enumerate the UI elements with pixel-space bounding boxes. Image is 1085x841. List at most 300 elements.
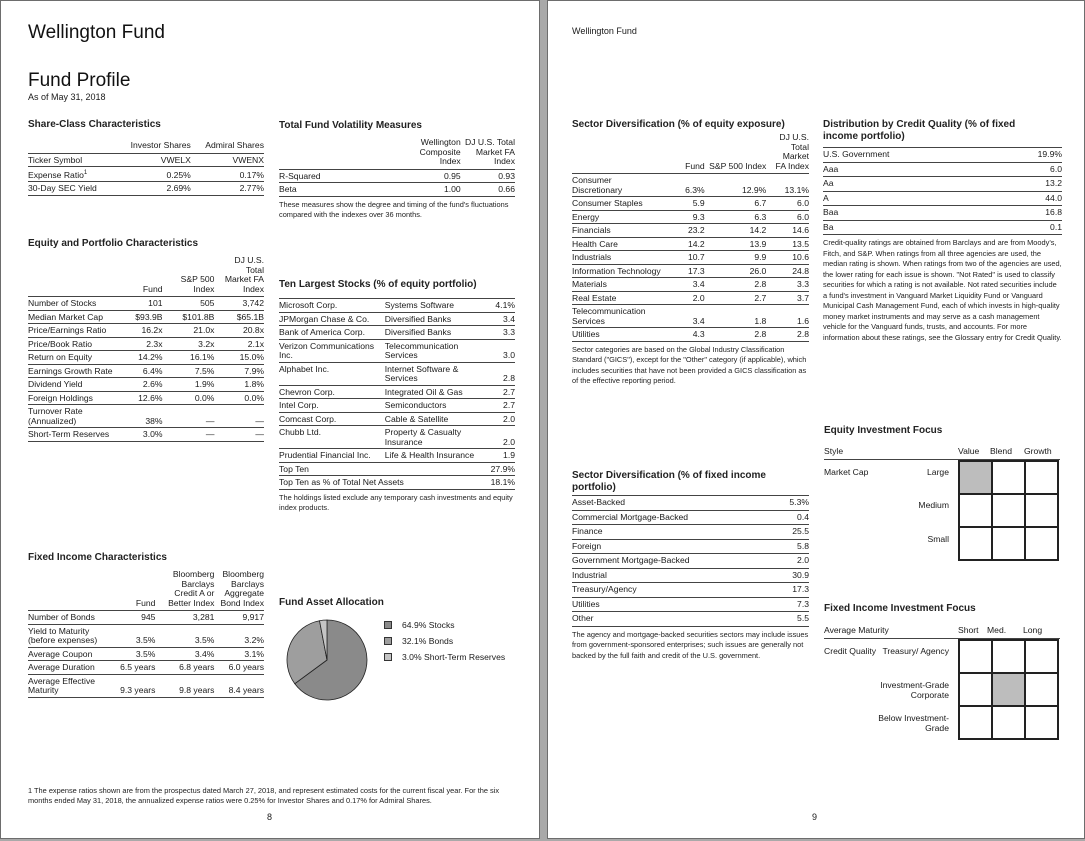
header-row: [28, 256, 264, 297]
col-label: Growth: [1024, 446, 1052, 456]
row-label: Baa: [823, 207, 839, 217]
row-label: [28, 167, 118, 182]
holding-row: [279, 339, 515, 362]
row-label-text: Materials: [572, 279, 607, 289]
cell-value: $93.9B: [135, 311, 163, 322]
cell-value: 2.69%: [166, 183, 191, 194]
style-box-cell: [959, 640, 992, 673]
row-label-text: Median Market Cap: [28, 311, 103, 322]
row-value: 17.3: [792, 584, 809, 594]
column-header: [28, 256, 122, 297]
row-label: [28, 674, 113, 697]
cell-value: $65.1B: [236, 311, 264, 322]
page-number: 8: [267, 812, 273, 822]
holding-industry: Life & Health Insurance: [384, 450, 475, 460]
cell-value: 14.2: [749, 225, 767, 235]
row-label-text: Beta: [279, 184, 297, 194]
column-header: Bloomberg Barclays Aggregate Bond Index: [220, 569, 264, 608]
holding-name: Microsoft Corp.: [279, 300, 338, 310]
table-row: [572, 291, 809, 305]
row-value: 5.5: [797, 613, 809, 623]
row-label-text: Average Effective Maturity: [28, 675, 96, 695]
cell-value: 0.0%: [244, 392, 264, 403]
row-label-text: Financials: [572, 225, 611, 235]
holding-name: Chevron Corp.: [279, 386, 335, 397]
sector-equity-section: [572, 119, 809, 387]
cell-value: 3.2%: [244, 635, 264, 645]
sector-fixed-note: The agency and mortgage-backed securities sectors may include issues from government-sponsored enterprises; such issues are generally not backed by the full faith and credit of the U.S. government.: [572, 629, 809, 660]
row-label: [572, 224, 667, 238]
maturity-axis-label: Average Maturity: [824, 625, 889, 635]
row-label-text: Foreign Holdings: [28, 392, 93, 403]
style-box-cell: [959, 494, 992, 527]
column-header: Bloomberg Barclays Credit A or Better Index: [168, 569, 215, 608]
row-label: [28, 182, 118, 196]
table-body: [823, 148, 1062, 235]
row-label: Medium: [918, 500, 949, 510]
holding-row: [279, 399, 515, 413]
cell-value: 6.7: [754, 198, 767, 208]
cell-value: 14.6: [792, 225, 809, 235]
fixed-focus-title: Fixed Income Investment Focus: [824, 603, 976, 614]
row-value: 25.5: [792, 526, 809, 536]
row-label: [279, 183, 402, 197]
table-row: [28, 364, 264, 378]
credit-quality-note: Credit-quality ratings are obtained from Barclays and are from Moody's, Fitch, and S&P. When ratings from all three agencies are used, the median rating is shown. When ratings from two of the agencies are used, the lower rating for each issue is shown. "Not Rated" is used to classify securities for which a rating is not available. Not rated securities include a fund's investment in Vanguard Market Liquidity Fund or Vanguard Municipal Cash Management Fund, each of which invests in high-quality money market instruments and may serve as a cash management vehicle for the Vanguard funds, trusts, and accounts. For more information about these ratings, see the Glossary entry for Credit Quality.: [823, 238, 1062, 342]
row-label: U.S. Government: [823, 149, 890, 159]
table-row: [572, 210, 809, 224]
total-label: Top Ten: [279, 463, 309, 474]
fixed-income-style-box: [958, 639, 1059, 740]
row-label: Below Investment-Grade: [878, 713, 949, 733]
row-label: [572, 210, 667, 224]
table-row: [823, 191, 1062, 206]
row-label: [572, 291, 667, 305]
table-row: [572, 496, 809, 511]
legend-swatch: [384, 621, 392, 629]
col-label: Med.: [987, 625, 1007, 635]
cell-value: 0.66: [498, 184, 515, 194]
share-class-section: [28, 119, 264, 196]
cell-value: 10.6: [792, 252, 809, 262]
cell-value: 0.25%: [166, 169, 191, 180]
holding-industry: Telecommunication Services: [384, 340, 459, 360]
cell-value: 1.00: [443, 184, 461, 194]
cell-value: 38%: [145, 415, 163, 426]
cell-value: 0.93: [498, 170, 515, 181]
table-row: [28, 182, 264, 196]
row-label: [572, 305, 667, 328]
cell-value: 1.8: [754, 315, 767, 326]
table-row: [28, 611, 264, 625]
row-label: [28, 297, 122, 311]
table-row: [572, 237, 809, 251]
row-label: [28, 324, 122, 338]
holding-row: [279, 426, 515, 449]
cell-value: 4.3: [692, 329, 705, 339]
row-label: [28, 378, 122, 392]
holding-industry: Cable & Satellite: [384, 413, 449, 424]
table-row: [279, 183, 515, 197]
holding-row: [279, 449, 515, 463]
row-label: [572, 278, 667, 292]
table-row: [28, 153, 264, 167]
cell-value: 6.3: [754, 211, 767, 222]
ten-largest-note: The holdings listed exclude any temporary cash investments and equity index products.: [279, 492, 513, 512]
cell-value: 0.17%: [239, 169, 264, 180]
style-box-cell: [959, 527, 992, 560]
fixed-focus-header: [824, 624, 1060, 639]
header-row: [28, 570, 264, 611]
row-label-text: Utilities: [572, 329, 600, 339]
cell-value: 20.8x: [242, 325, 264, 335]
cell-value: —: [205, 429, 215, 439]
table-row: [572, 612, 809, 627]
table-body: [28, 297, 264, 442]
row-label-text: Consumer Discretionary: [572, 175, 623, 195]
holding-pct: 3.0: [503, 350, 515, 360]
row-label-text: Dividend Yield: [28, 379, 83, 389]
style-box-cell: [1025, 706, 1058, 739]
col-label: Long: [1023, 625, 1043, 635]
row-label: [572, 174, 667, 197]
table-header: [572, 133, 809, 174]
row-value: 16.8: [1045, 207, 1062, 217]
cell-value: 2.0: [692, 292, 705, 303]
expense-ratio-footnote: 1 The expense ratios shown are from the prospectus dated March 27, 2018, and represent estimated costs for the current fiscal year. For the six months ended May 31, 2018, the annualized expense ratios were 0.25% for Investor Shares and 0.17% for Admiral Shares.: [28, 786, 500, 805]
table-header: [28, 256, 264, 297]
cell-value: —: [205, 415, 215, 426]
table-row: [572, 583, 809, 598]
cell-value: 12.6%: [138, 392, 163, 403]
footnote-marker: 1: [83, 170, 88, 176]
cell-value: VWENX: [232, 154, 264, 165]
total-value: 27.9%: [490, 463, 515, 474]
asset-allocation-pie: [285, 618, 369, 702]
cell-value: 13.1%: [784, 184, 809, 195]
asset-allocation-legend: [384, 617, 505, 665]
row-value: 5.8: [797, 540, 809, 551]
sector-fixed-table: [572, 495, 809, 627]
cell-value: 2.77%: [239, 183, 264, 194]
cell-value: 3.5%: [135, 648, 156, 659]
equity-focus-header: [824, 445, 1060, 460]
header-row: [572, 133, 809, 174]
row-label-text: Energy: [572, 211, 600, 222]
row-label-text: Health Care: [572, 238, 618, 249]
style-box-cell: [992, 494, 1025, 527]
style-box-cell: [992, 527, 1025, 560]
cell-value: 2.8: [754, 279, 767, 289]
page-title: Fund Profile: [28, 70, 131, 91]
row-label: Commercial Mortgage-Backed: [572, 511, 689, 522]
row-value: 13.2: [1045, 178, 1062, 188]
row-label-text: Number of Stocks: [28, 298, 97, 308]
row-value: 5.3%: [789, 497, 809, 507]
table-row: [572, 554, 809, 569]
cell-value: 3.0%: [142, 429, 163, 439]
holding-name: Comcast Corp.: [279, 413, 337, 424]
holding-pct: 4.1%: [495, 300, 515, 310]
cell-value: 6.0 years: [228, 662, 264, 672]
section-title: Share-Class Characteristics: [28, 119, 161, 130]
page-number: 9: [812, 812, 818, 822]
section-title: Fixed Income Characteristics: [28, 552, 167, 563]
row-label: Foreign: [572, 540, 602, 551]
row-label: Aaa: [823, 163, 839, 174]
cell-value: 6.5 years: [120, 662, 156, 672]
row-label: Industrial: [572, 569, 607, 580]
table-body: [572, 496, 809, 627]
cell-value: 945: [141, 612, 156, 622]
table-row: [572, 251, 809, 265]
row-label: [28, 611, 113, 625]
row-value: 44.0: [1045, 192, 1062, 203]
cell-value: 3,281: [192, 612, 215, 622]
style-box-cell: [1025, 461, 1058, 494]
cell-value: 3.5%: [135, 635, 156, 645]
table-body: [28, 153, 264, 195]
table-row: [28, 351, 264, 365]
col-label: Short: [958, 625, 979, 635]
cell-value: 3.7: [797, 292, 809, 303]
row-value: 0.1: [1050, 221, 1062, 232]
style-box-cell: [959, 673, 992, 706]
cell-value: 23.2: [687, 225, 705, 235]
table-row: [28, 661, 264, 675]
volatility-table: [279, 138, 515, 197]
fund-name-header: Wellington Fund: [572, 26, 637, 36]
column-header: Fund: [685, 160, 705, 171]
row-label: Other: [572, 613, 594, 623]
row-label: [572, 251, 667, 265]
row-value: 30.9: [792, 569, 809, 580]
table-row: [823, 148, 1062, 163]
table-row: [28, 337, 264, 351]
holding-name: Verizon Communications Inc.: [279, 340, 375, 360]
row-label: [28, 428, 122, 442]
holding-name: Intel Corp.: [279, 400, 319, 410]
cell-value: 6.4%: [142, 365, 163, 376]
cell-value: 17.3: [687, 265, 705, 276]
row-value: 7.3: [797, 598, 809, 609]
holding-industry: Semiconductors: [384, 400, 447, 410]
section-title: Sector Diversification (% of equity exposure): [572, 119, 785, 130]
table-row: [572, 597, 809, 612]
row-label: [28, 310, 122, 324]
cell-value: —: [255, 415, 264, 426]
cell-value: 24.8: [792, 265, 809, 276]
row-label-text: Turnover Rate (Annualized): [28, 406, 83, 426]
asset-allocation-section: [279, 597, 515, 609]
header-row: [279, 138, 515, 169]
row-label-text: Return on Equity: [28, 352, 93, 362]
cell-value: 15.0%: [239, 352, 264, 362]
cell-value: VWELX: [160, 154, 191, 165]
row-label: [28, 351, 122, 365]
row-label: [28, 391, 122, 405]
row-label-text: Consumer Staples: [572, 198, 643, 208]
style-box-cell: [1025, 527, 1058, 560]
holding-pct: 2.0: [503, 413, 515, 424]
total-label: Top Ten as % of Total Net Assets: [279, 477, 404, 487]
cell-value: 505: [200, 298, 215, 308]
table-row: [572, 174, 809, 197]
table-row: [279, 169, 515, 183]
legend-item: [384, 633, 505, 649]
row-label-text: Expense Ratio: [28, 169, 84, 180]
cell-value: 101: [148, 298, 163, 308]
table-body: [28, 611, 264, 698]
row-label-text: Average Coupon: [28, 648, 93, 659]
row-label: [279, 169, 402, 183]
row-label: Ba: [823, 221, 834, 232]
row-label: [28, 337, 122, 351]
legend-item: [384, 617, 505, 633]
cell-value: $101.8B: [182, 311, 215, 322]
section-title: Distribution by Credit Quality (% of fixed income portfolio): [823, 119, 1016, 142]
cell-value: 3.3: [797, 279, 809, 289]
style-box-cell-highlighted: [959, 461, 992, 494]
market-cap-axis-label: Market Cap: [824, 467, 869, 477]
row-label-text: Short-Term Reserves: [28, 429, 110, 439]
style-box-cell-highlighted: [992, 673, 1025, 706]
cell-value: 3.5%: [194, 635, 215, 645]
col-label: Value: [958, 446, 980, 456]
fund-name-header: Wellington Fund: [28, 22, 165, 43]
column-header: DJ U.S. Total Market FA Index: [465, 137, 515, 166]
table-row: [28, 310, 264, 324]
holding-industry: Systems Software: [384, 300, 455, 310]
cell-value: 6.0: [797, 211, 809, 222]
style-axis-label: Style: [824, 446, 844, 456]
table-row: [823, 177, 1062, 192]
legend-label: 32.1% Bonds: [402, 636, 454, 646]
holding-name: Alphabet Inc.: [279, 363, 330, 374]
legend-swatch: [384, 653, 392, 661]
cell-value: 1.9%: [194, 379, 215, 389]
cell-value: 9.3 years: [120, 685, 156, 695]
table-body: [572, 174, 809, 342]
holding-pct: 3.4: [503, 313, 515, 324]
cell-value: 3.1%: [244, 648, 264, 659]
row-label-text: R-Squared: [279, 170, 321, 181]
legend-item: [384, 649, 505, 665]
column-header: [28, 141, 118, 153]
row-label: Utilities: [572, 598, 600, 609]
row-label-text: Price/Book Ratio: [28, 338, 93, 349]
sector-equity-note: Sector categories are based on the Global Industry Classification Standard ("GICS"), except for the "Other" category (if applicable), which includes securities that have not been provided a GICS classification as of the effective reporting period.: [572, 344, 807, 385]
table-header: [279, 138, 515, 169]
holding-row: [279, 326, 515, 340]
table-row: [823, 206, 1062, 221]
style-box-cell: [959, 706, 992, 739]
style-box-cell: [992, 461, 1025, 494]
holding-pct: 2.8: [503, 373, 515, 383]
row-label: [28, 647, 113, 661]
ten-largest-table: [279, 298, 515, 490]
cell-value: 9.8 years: [179, 685, 215, 695]
cell-value: 13.5: [792, 238, 809, 249]
row-label: Finance: [572, 526, 603, 536]
holding-name: Chubb Ltd.: [279, 427, 322, 437]
row-label: Treasury/Agency: [572, 584, 637, 594]
credit-quality-table: [823, 147, 1062, 235]
row-label: [572, 237, 667, 251]
fixed-income-section: [28, 552, 264, 698]
holding-industry: Internet Software & Services: [384, 363, 459, 383]
holding-name: Prudential Financial Inc.: [279, 450, 371, 460]
table-row: [28, 647, 264, 661]
holding-industry: Integrated Oil & Gas: [384, 386, 463, 397]
ten-largest-section: [279, 279, 515, 514]
cell-value: 21.0x: [193, 325, 215, 335]
table-row: [572, 197, 809, 211]
cell-value: 26.0: [749, 265, 767, 276]
style-box-cell: [1025, 494, 1058, 527]
cell-value: 2.8: [754, 329, 767, 339]
cell-value: 16.2x: [141, 325, 163, 335]
row-label: [572, 264, 667, 278]
table-row: [823, 162, 1062, 177]
table-body: [279, 169, 515, 196]
header-row: [28, 141, 264, 153]
row-label-text: Ticker Symbol: [28, 154, 83, 165]
row-label-text: Average Duration: [28, 662, 95, 672]
holding-name: Bank of America Corp.: [279, 327, 365, 337]
row-value: 19.9%: [1037, 149, 1062, 159]
volatility-note: These measures show the degree and timing of the fund's fluctuations compared with the indexes over 36 months.: [279, 199, 509, 219]
row-label: [28, 153, 118, 167]
cell-value: 3.4: [692, 279, 705, 289]
column-header: Fund: [135, 597, 156, 608]
holding-row: [279, 312, 515, 326]
sector-equity-table: [572, 133, 809, 342]
column-header: Investor Shares: [130, 140, 191, 150]
table-row: [823, 220, 1062, 235]
table-row: [28, 405, 264, 428]
volatility-section: [279, 120, 515, 221]
equity-portfolio-section: [28, 238, 264, 442]
cell-value: 13.9: [749, 238, 767, 249]
row-label-text: 30-Day SEC Yield: [28, 183, 97, 194]
row-label: Large: [927, 467, 949, 477]
row-label: [28, 661, 113, 675]
holding-pct: 3.3: [503, 327, 515, 337]
cell-value: 6.8 years: [179, 662, 215, 672]
row-label-text: Industrials: [572, 252, 612, 262]
cell-value: 3,742: [242, 298, 264, 308]
cell-value: 12.9%: [741, 184, 767, 195]
row-label: [572, 197, 667, 211]
table-row: [28, 297, 264, 311]
cell-value: 9,917: [242, 612, 264, 622]
cell-value: 2.7: [754, 292, 767, 303]
section-title: Sector Diversification (% of fixed income portfolio): [572, 470, 766, 493]
holding-pct: 2.7: [503, 386, 515, 397]
cell-value: 0.0%: [194, 392, 215, 403]
style-box-cell: [992, 640, 1025, 673]
row-label: [28, 364, 122, 378]
legend-label: 64.9% Stocks: [402, 620, 455, 630]
table-row: [28, 674, 264, 697]
cell-value: —: [255, 429, 264, 439]
column-header: Admiral Shares: [205, 140, 264, 150]
row-label: Investment-Grade Corporate: [880, 680, 949, 700]
section-title: Ten Largest Stocks (% of equity portfolio): [279, 279, 477, 290]
table-header: [28, 570, 264, 611]
row-label-text: Information Technology: [572, 265, 661, 276]
